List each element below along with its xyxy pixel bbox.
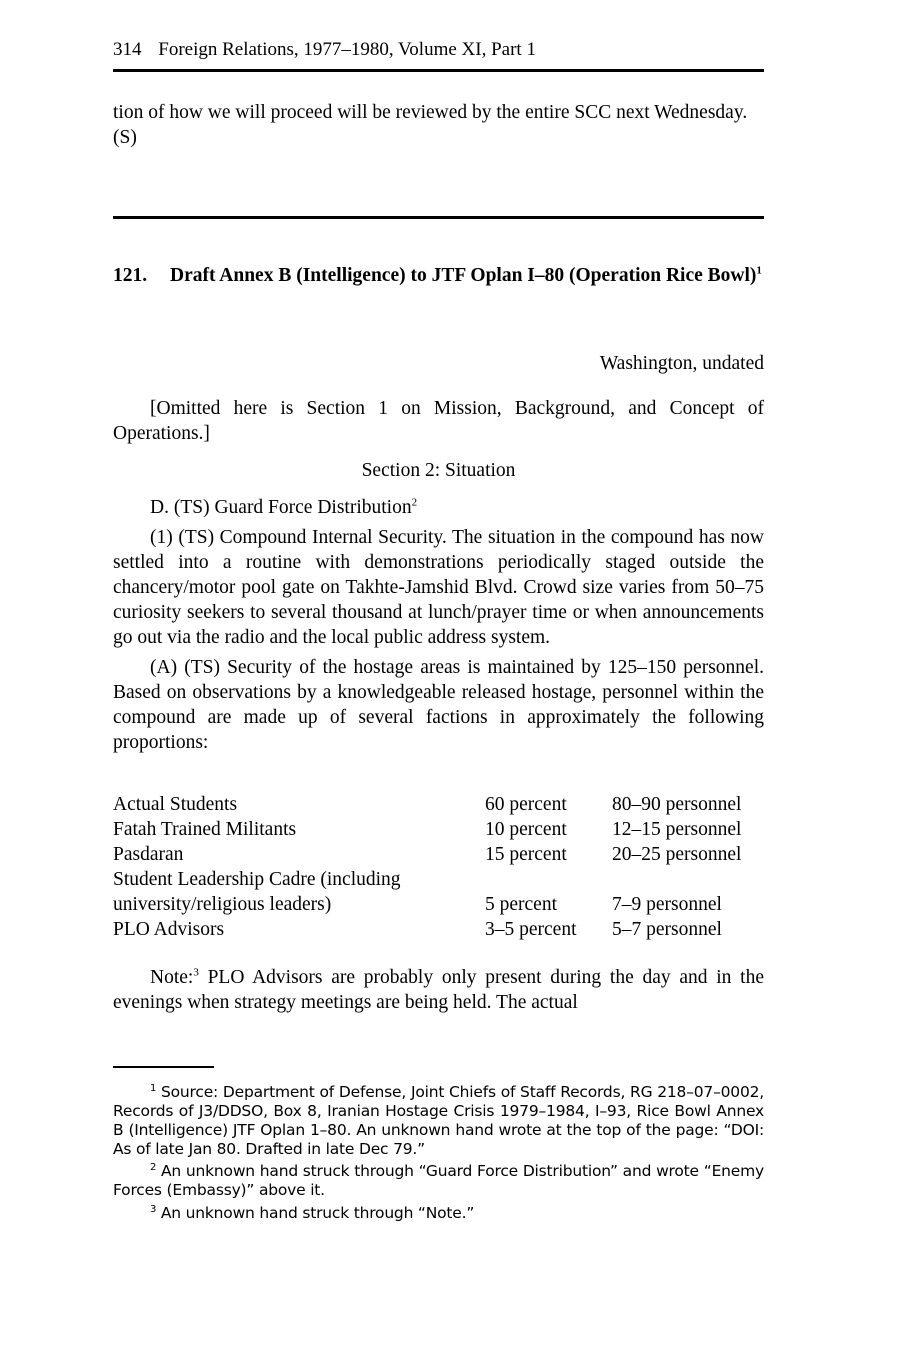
footnote-marker: 1 — [150, 1082, 157, 1094]
note-label: Note: — [150, 967, 194, 988]
subsection-heading: D. (TS) Guard Force Distribution — [150, 497, 412, 518]
table-row — [113, 867, 764, 892]
footnote-marker: 3 — [150, 1203, 157, 1215]
faction-percent: 60 percent — [485, 794, 567, 815]
footnote-ref-1[interactable]: 1 — [756, 264, 762, 277]
faction-personnel: 20–25 personnel — [612, 844, 742, 865]
faction-name-continued: university/religious leaders) — [113, 894, 332, 915]
footnote-ref-2[interactable]: 2 — [411, 496, 418, 509]
footnote-rule — [113, 1066, 214, 1068]
table-row — [113, 817, 764, 842]
faction-personnel: 12–15 personnel — [612, 819, 742, 840]
faction-name: Student Leadership Cadre (including — [113, 869, 401, 890]
paragraph-hostage-security: (A) (TS) Security of the hostage areas is maintained by 125–150 personnel. Based on observations by a knowledgeable released hostage, personnel within the compound are made up of several factions in approximately the following proportions: — [113, 657, 764, 753]
footnote-1 — [113, 1083, 764, 1159]
faction-name: Pasdaran — [113, 844, 184, 865]
omitted-note: [Omitted here is Section 1 on Mission, Background, and Concept of Operations.] — [113, 398, 764, 444]
faction-personnel: 80–90 personnel — [612, 794, 742, 815]
document-number: 121. — [113, 265, 148, 286]
section-divider — [113, 216, 764, 219]
footnote-2 — [113, 1162, 764, 1200]
table-row — [113, 892, 764, 917]
table-row — [113, 792, 764, 817]
faction-percent: 5 percent — [485, 894, 558, 915]
note-paragraph — [113, 965, 764, 1015]
note-text: PLO Advisors are probably only present during the day and in the evenings when strategy meetings are being held. The actual — [113, 967, 764, 1013]
document-body — [113, 396, 764, 755]
continuation-text: tion of how we will proceed will be reviewed by the entire SCC next Wednesday. (S) — [113, 102, 748, 148]
footnote-3 — [113, 1204, 764, 1223]
faction-percent: 10 percent — [485, 819, 567, 840]
continuation-paragraph — [113, 100, 764, 150]
paragraph-compound-security: (1) (TS) Compound Internal Security. The situation in the compound has now settled into a routine with demonstrations periodically staged outside the chancery/motor pool gate on Takhte-Jamshid Blvd. Crowd size varies from 50–75 curiosity seekers to several thousand at lunch/prayer time or when announcements go out via the radio and the local public address system. — [113, 527, 764, 648]
footnote-text: Source: Department of Defense, Joint Chiefs of Staff Records, RG 218–07–0002, Records of J3/DDSO, Box 8, Iranian Hostage Crisis 1979–1984, I–93, Rice Bowl Annex B (Intelligence) JTF Oplan 1–80. An unknown hand wrote at the top of the page: “DOI: As of late Jan 80. Drafted in late Dec 79.” — [113, 1083, 764, 1158]
page-number: 314 — [113, 39, 142, 60]
footnote-text: An unknown hand struck through “Note.” — [156, 1204, 475, 1222]
faction-name: Fatah Trained Militants — [113, 819, 297, 840]
document-title: Draft Annex B (Intelligence) to JTF Oplan I–80 (Operation Rice Bowl) — [170, 265, 757, 286]
faction-percent: 15 percent — [485, 844, 567, 865]
running-header — [113, 38, 764, 72]
faction-table — [113, 792, 764, 942]
faction-name: PLO Advisors — [113, 919, 225, 940]
faction-name: Actual Students — [113, 794, 238, 815]
footnote-text: An unknown hand struck through “Guard Force Distribution” and wrote “Enemy Forces (Embassy)” above it. — [113, 1162, 764, 1199]
footnote-ref-3[interactable]: 3 — [193, 966, 199, 979]
footnote-marker: 2 — [150, 1161, 157, 1173]
faction-personnel: 5–7 personnel — [612, 919, 722, 940]
dateline: Washington, undated — [599, 353, 764, 374]
table-row — [113, 842, 764, 867]
faction-percent: 3–5 percent — [485, 919, 577, 940]
section-heading: Section 2: Situation — [361, 460, 516, 481]
table-row — [113, 917, 764, 942]
faction-personnel: 7–9 personnel — [612, 894, 722, 915]
running-title: Foreign Relations, 1977–1980, Volume XI, Part 1 — [158, 39, 536, 60]
document-heading — [113, 263, 764, 288]
